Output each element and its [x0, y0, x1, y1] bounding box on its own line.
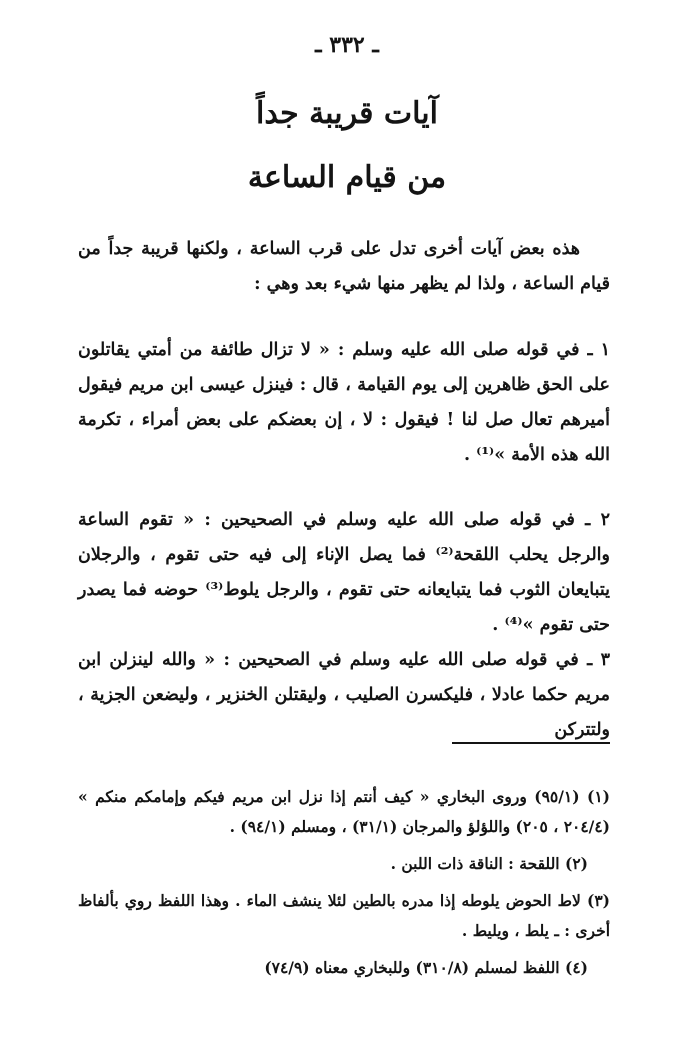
footnote-3: (٣) لاط الحوض يلوطه إذا مدره بالطين لئلا ينشف الماء . وهذا اللفظ روي بألفاظ أخرى : ـ يلط ، ويليط .: [78, 891, 610, 940]
footnote-4: (٤) اللفظ لمسلم (٣١٠/٨) وللبخاري معناه (٧٤/٩): [264, 958, 588, 977]
footnote-2: (٢) اللقحة : الناقة ذات اللبن .: [390, 854, 588, 873]
section-subtitle: من قيام الساعة: [247, 160, 447, 195]
footnotes: [78, 782, 610, 990]
paragraph-1: ١ ـ في قوله صلى الله عليه وسلم : « لا تزال طائفة من أمتي يقاتلون على الحق ظاهرين إلى يوم القيامة ، قال : فينزل عيسى ابن مريم فيقول أميرهم تعال صل لنا ! فيقول : لا ، إن بعضكم على بعض أمراء ، تكرمة الله هذه الأمة »⁽¹⁾ .: [78, 340, 610, 465]
intro-text: هذه بعض آيات أخرى تدل على قرب الساعة ، ولكنها قريبة جداً من قيام الساعة ، ولذا لم يظهر منها شيء بعد وهي :: [78, 239, 610, 294]
footnote-1: (١) (٩٥/١) وروى البخاري « كيف أنتم إذا نزل ابن مريم فيكم وإمامكم منكم » (٢٠٤/٤ ، ٢٠٥) واللؤلؤ والمرجان (٣١/١) ، ومسلم (٩٤/١) .: [78, 787, 610, 836]
paragraph-2: ٢ ـ في قوله صلى الله عليه وسلم في الصحيحين : « تقوم الساعة والرجل يحلب اللقحة⁽²⁾ فما يصل الإناء إلى فيه حتى تقوم ، والرجلان يتبايعان الثوب فما يتبايعانه حتى تقوم ، والرجل يلوط⁽³⁾ حوضه فما يصدر حتى تقوم »⁽⁴⁾ .: [78, 510, 611, 635]
paragraph-3: ٣ ـ في قوله صلى الله عليه وسلم في الصحيحين : « والله لينزلن ابن مريم حكما عادلا ، فليكسرن الصليب ، وليقتلن الخنزير ، وليضعن الجزية ، ولتتركن: [78, 650, 610, 740]
page-number: ـ ٣٣٢ ـ: [315, 32, 379, 58]
footnote-separator: [452, 742, 610, 744]
section-title: آيات قريبة جداً: [256, 96, 438, 131]
intro-paragraph: [78, 232, 610, 302]
